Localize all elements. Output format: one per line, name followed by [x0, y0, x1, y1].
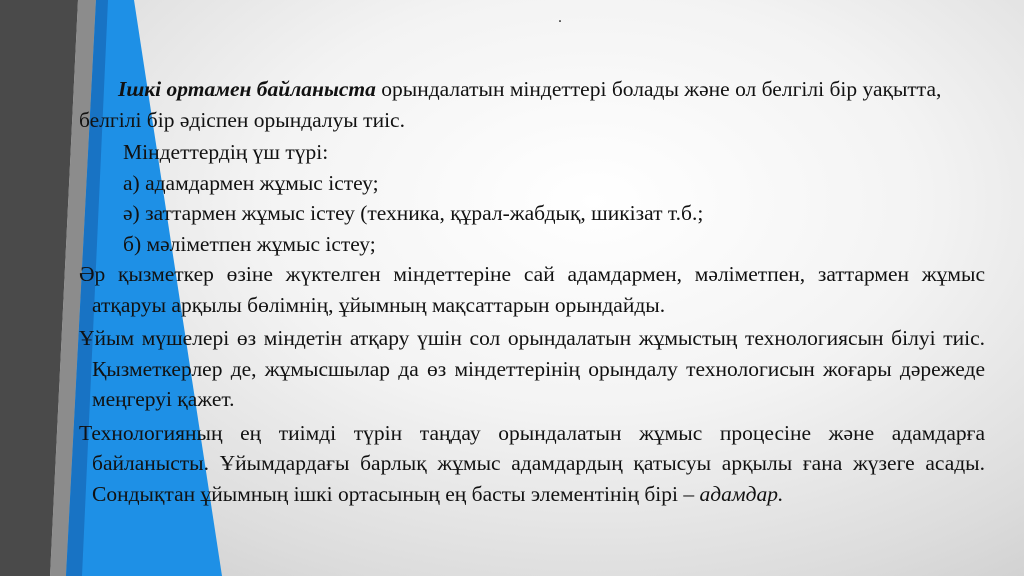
technology-emphasis: адамдар. — [699, 481, 784, 506]
slide-body — [79, 74, 985, 509]
employee-paragraph: Әр қызметкер өзіне жүктелген міндеттеріне сай адамдармен, мәліметпен, заттармен жұмыс атқаруы арқылы бөлімнің, ұйымның мақсаттарын орындайды. — [79, 262, 985, 317]
task-types-list — [79, 137, 985, 259]
list-item: а) адамдармен жұмыс істеу; — [123, 170, 379, 195]
technology-text: Технологияның ең тиімді түрін таңдау орындалатын жұмыс процесіне және адамдарға байланысты. Ұйымдардағы барлық жұмыс адамдардың қатысуы арқылы ғана жүзеге асады. Сондықтан ұйымның ішкі ортасының ең басты элементінің бірі – — [79, 420, 985, 506]
list-item: б) мәліметпен жұмыс істеу; — [123, 231, 376, 256]
intro-text: орындалатын міндеттері болады және ол белгілі бір уақытта, белгілі бір әдіспен орындалуы тиіс. — [79, 77, 942, 132]
list-item: Міндеттердің үш түрі: — [123, 140, 329, 164]
organization-paragraph: Ұйым мүшелері өз міндетін атқару үшін сол орындалатын жұмыстың технологиясын білуі тиіс. Қызметкерлер де, жұмысшылар да өз міндеттерінің орындалу технологисын жоғары дәрежеде меңгеруі қажет. — [79, 326, 985, 411]
intro-emphasis: Ішкі ортамен байланыста — [118, 77, 376, 101]
list-item: ә) заттармен жұмыс істеу (техника, құрал-жабдық, шикізат т.б.; — [123, 201, 704, 225]
title-dot: . — [558, 9, 562, 26]
intro-paragraph — [79, 74, 985, 135]
technology-paragraph — [79, 418, 985, 510]
